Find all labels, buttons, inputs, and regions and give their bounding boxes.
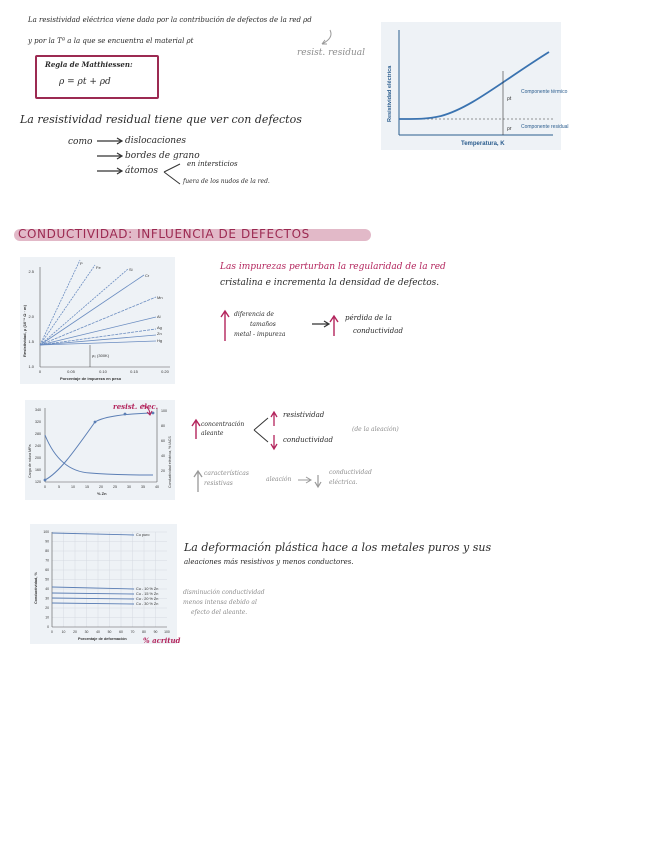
- residual-item-bordes: bordes de grano: [125, 151, 200, 161]
- deformation-line2: aleaciones más resistivos y menos conductores.: [184, 558, 354, 566]
- fig3-xtick: 40: [155, 485, 159, 489]
- intro-line1: La resistividad eléctrica viene dada por la contribución de defectos de la red ρd: [28, 16, 312, 24]
- figure-impurity-resistivity: [20, 257, 175, 384]
- deformation-note: [183, 588, 265, 618]
- impurities-line1: [220, 262, 446, 272]
- series-label: Ag: [157, 325, 162, 330]
- alloy-brace: [252, 410, 282, 450]
- fig4-annot: % acritud: [143, 636, 181, 645]
- fig3-ytick: 200: [35, 456, 41, 460]
- fig3-ytick: 240: [35, 444, 41, 448]
- residual-arrows: [95, 134, 127, 184]
- fig3-annot: resist. elec.: [113, 402, 159, 411]
- fig4-xtick: 80: [142, 630, 146, 634]
- fig2-xlabel: Porcentaje de impureza en peso: [60, 376, 122, 381]
- fig4-xtick: 70: [130, 630, 135, 634]
- up-arrow-icon: [191, 418, 201, 440]
- figure-resistivity-temperature: [381, 22, 569, 150]
- alloy-cond: [329, 468, 372, 488]
- deformation-note-line: disminución conductividad: [183, 589, 265, 596]
- fig1-ylabel: Resistividad eléctrica: [387, 65, 393, 122]
- fig4-ytick: 60: [45, 568, 49, 572]
- alloy-mid: aleación: [266, 476, 292, 483]
- fig4-series: Cu - 10 % Zn: [136, 587, 159, 591]
- fig3-xtick: 30: [127, 485, 131, 489]
- rho-t-label: ρt: [507, 96, 512, 102]
- fig4-xtick: 20: [73, 630, 77, 634]
- fig4-xlabel: Porcentaje de deformación: [78, 637, 127, 641]
- fig2-annot: ρ₀ (300K): [92, 353, 110, 358]
- fig2-ytick: 1.5: [28, 339, 34, 344]
- series-label: Fe: [96, 265, 101, 270]
- fig2-ytick: 2.0: [28, 314, 34, 319]
- fig3-xtick: 0: [44, 485, 46, 489]
- fig2-ylabel: Resistividad, ρ (10⁻⁸ Ω · m): [22, 305, 27, 357]
- residual-heading: La resistividad residual tiene que ver con defectos: [20, 113, 302, 126]
- alloy-up: resistividad: [283, 411, 325, 419]
- fig4-xtick: 50: [107, 630, 112, 634]
- series-label: Al: [157, 314, 161, 319]
- alloy-mech-line: resistivas: [204, 480, 233, 487]
- fig3-yleft-label: Carga de rotura MPa: [28, 444, 32, 478]
- alloy-cond-line: conductividad: [329, 469, 372, 476]
- rho-r-label: ρr: [507, 126, 512, 132]
- fig4-xtick: 10: [61, 630, 66, 634]
- fig3-yrtick: 40: [161, 454, 165, 458]
- fig4-ytick: 10: [45, 615, 49, 620]
- series-label: Cr: [145, 273, 150, 278]
- fig4-ytick: 20: [45, 606, 49, 610]
- fig2-ytick: 2.5: [28, 269, 34, 274]
- impurities-line2: cristalina e incrementa la densidad de defectos.: [220, 278, 440, 288]
- label-thermal: Componente térmico: [521, 89, 568, 95]
- fig3-ytick: 120: [35, 480, 41, 484]
- deformation-note-line: efecto del aleante.: [191, 609, 248, 616]
- fig2-xtick: 0.10: [99, 369, 107, 374]
- series-label: Zn: [157, 331, 162, 336]
- residual-item-dislocaciones: dislocaciones: [125, 136, 187, 146]
- fig3-annot-arrow: [140, 403, 154, 417]
- intro-line2: y por la Tª a la que se encuentra el material ρt: [28, 37, 194, 45]
- impurities-effect: [345, 312, 403, 338]
- fig4-ytick: 80: [45, 549, 49, 553]
- series-label: Si: [129, 267, 133, 272]
- fig3-yrtick: 20: [161, 469, 165, 473]
- fig2-xtick: 0.15: [130, 369, 138, 374]
- alloy-cause-line: aleante: [201, 430, 224, 437]
- impurities-arrows: [310, 314, 342, 338]
- atomos-sub-intersticios: en intersticios: [187, 160, 238, 168]
- figure-deformation-conductivity: [30, 524, 177, 644]
- fig4-ytick: 50: [45, 577, 49, 582]
- fig3-yrtick: 60: [161, 439, 165, 443]
- effect-line: conductividad: [353, 327, 403, 335]
- up-arrow-icon: [193, 469, 203, 493]
- fig3-xtick: 35: [141, 485, 145, 489]
- cause-line: tamaños: [250, 321, 276, 328]
- fig4-ytick: 0: [47, 625, 49, 629]
- label-residual: Componente residual: [521, 124, 569, 130]
- fig4-xtick: 100: [164, 630, 170, 634]
- fig3-yright-label: Conductividad eléctrica, % IACS: [168, 436, 172, 488]
- alloy-cause-line: concentración: [201, 421, 245, 428]
- impurities-line1-text: Las impurezas perturban la regularidad de la red: [220, 262, 446, 272]
- alloy-mech-line: características: [204, 470, 249, 477]
- fig3-xtick: 10: [71, 485, 75, 489]
- alloy-note: (de la aleación): [352, 426, 399, 433]
- fig4-series: Cu - 20 % Zn: [136, 597, 159, 601]
- fig2-xtick: 0.05: [67, 369, 75, 374]
- side-note: resist. residual: [297, 48, 366, 58]
- deformation-note-line: menos intensa debido al: [183, 599, 257, 606]
- fig4-xtick: 90: [153, 630, 158, 634]
- fig2-xtick: 0.20: [161, 369, 169, 374]
- fig4-ytick: 90: [45, 539, 49, 544]
- deformation-line1: La deformación plástica hace a los metales puros y sus: [184, 541, 492, 554]
- atomos-sub-nudos: fuera de los nudos de la red.: [183, 178, 270, 185]
- alloy-cause: [201, 420, 244, 438]
- fig3-yrtick: 80: [161, 424, 165, 428]
- rule-formula: ρ = ρt + ρd: [59, 77, 111, 87]
- cause-line: diferencia de: [234, 311, 274, 318]
- series-label: Hg: [157, 338, 163, 343]
- fig4-xtick: 40: [96, 630, 100, 634]
- rule-title: Regla de Matthiessen:: [45, 60, 133, 69]
- fig3-ytick: 320: [35, 420, 41, 424]
- fig3-ytick: 280: [35, 432, 41, 436]
- cause-line: metal - impureza: [234, 331, 286, 338]
- up-arrow-icon: [219, 309, 231, 343]
- fig3-xlabel: % Zn: [97, 491, 107, 496]
- alloy-mech: [204, 469, 249, 489]
- fig4-ytick: 100: [43, 530, 49, 534]
- residual-como: como: [68, 137, 93, 147]
- fig3-xtick: 20: [99, 485, 103, 489]
- fig4-xtick: 30: [84, 630, 89, 634]
- matthiessen-box: [35, 55, 159, 99]
- residual-item-atomos: átomos: [125, 166, 158, 176]
- alloy-cond-line: eléctrica.: [329, 479, 358, 486]
- fig3-xtick: 15: [85, 485, 89, 489]
- fig4-xtick: 0: [51, 630, 53, 634]
- alloy-mech-arrows: [296, 472, 326, 488]
- fig3-xtick: 5: [58, 485, 60, 489]
- fig2-xtick: 0: [38, 369, 42, 374]
- effect-line: pérdida de la: [345, 314, 392, 322]
- fig3-yrtick: 100: [161, 409, 167, 413]
- fig4-series: Cu - 30 % Zn: [136, 602, 159, 606]
- fig4-ylabel: Conductividad, %: [34, 572, 38, 604]
- fig4-series: Cu puro: [136, 533, 150, 537]
- impurities-cause: [234, 310, 285, 340]
- side-note-arrow: [300, 28, 340, 50]
- fig3-ytick: 340: [35, 408, 41, 412]
- fig3-ytick: 160: [35, 468, 41, 472]
- fig3-xtick: 25: [113, 485, 117, 489]
- fig4-ytick: 70: [45, 558, 49, 563]
- fig4-ytick: 30: [45, 596, 49, 601]
- series-label: P: [80, 261, 83, 266]
- series-label: Mn: [157, 295, 163, 300]
- fig4-xtick: 60: [119, 630, 123, 634]
- fig2-ytick: 1.0: [28, 364, 34, 369]
- section-title: CONDUCTIVIDAD: INFLUENCIA DE DEFECTOS: [18, 227, 310, 241]
- fig4-series: Cu - 15 % Zn: [136, 592, 159, 596]
- alloy-down: conductividad: [283, 436, 333, 444]
- fig4-ytick: 40: [45, 587, 49, 591]
- fig1-xlabel: Temperatura, K: [461, 141, 505, 147]
